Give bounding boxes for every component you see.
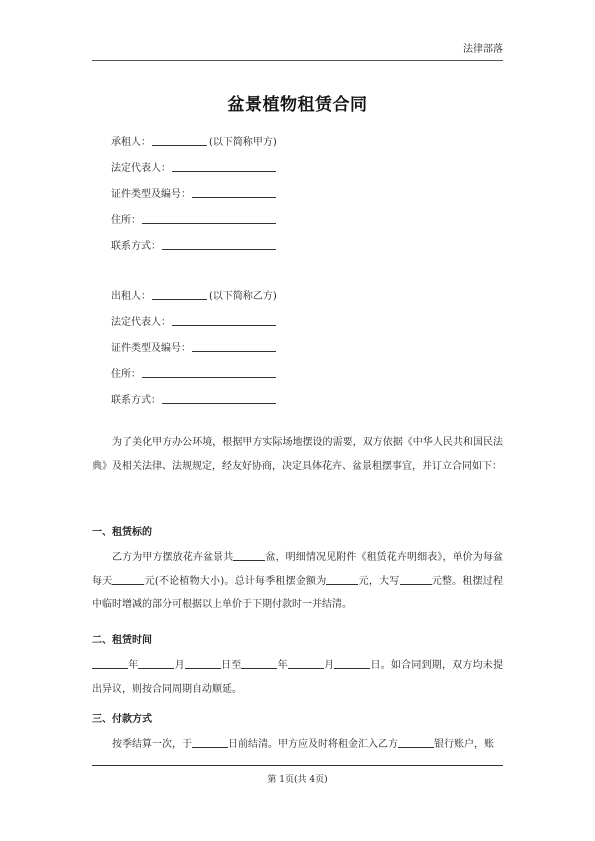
unit-price-blank[interactable] <box>112 572 144 585</box>
lessor-suffix: (以下简称乙方) <box>209 291 277 302</box>
section-1-text-5: 元整。租摆过程中临时增减的部分可根据以上单价于下期付款时一并结清。 <box>92 575 504 610</box>
lessor-blank[interactable] <box>152 287 207 300</box>
day-to-label: 日至 <box>220 660 242 671</box>
start-year-blank[interactable] <box>92 656 128 669</box>
section-1-text-4: 元，大写 <box>358 575 400 587</box>
start-day-blank[interactable] <box>185 656 221 669</box>
legal-rep-blank[interactable] <box>172 313 276 326</box>
contact-blank[interactable] <box>162 237 276 250</box>
party-b-contact-row <box>111 391 277 417</box>
party-a-address-row <box>111 211 277 237</box>
section-3-heading: 三、付款方式 <box>92 714 152 725</box>
address-label: 住所： <box>111 369 141 380</box>
party-b-address-row <box>111 365 277 391</box>
section-3-paragraph <box>92 733 503 757</box>
address-label: 住所： <box>111 215 141 226</box>
legal-rep-label: 法定代表人： <box>111 317 171 328</box>
contact-label: 联系方式： <box>111 395 161 406</box>
section-1-text-2: 盆，明细情况见附件《租赁花卉明细表》，单价为每盆每天 <box>92 552 504 587</box>
lessee-suffix: (以下简称甲方) <box>209 137 277 148</box>
section-2-heading: 二、租赁时间 <box>92 635 152 646</box>
section-2-paragraph <box>92 654 503 701</box>
lessor-label: 出租人： <box>111 291 151 302</box>
section-1-heading: 一、租赁标的 <box>92 527 152 538</box>
document-title: 盆景植物租赁合同 <box>227 95 368 115</box>
party-a-legal-rep-row <box>111 159 277 185</box>
year-label: 年 <box>128 660 139 671</box>
lessee-row <box>111 133 277 159</box>
lessee-label: 承租人： <box>111 137 151 148</box>
bank-name-blank[interactable] <box>398 735 434 748</box>
party-a-id-row <box>111 185 277 211</box>
end-day-blank[interactable] <box>334 656 370 669</box>
party-a-contact-row <box>111 237 277 263</box>
contact-label: 联系方式： <box>111 241 161 252</box>
party-b-legal-rep-row <box>111 313 277 339</box>
contact-blank[interactable] <box>162 391 276 404</box>
month-label: 月 <box>174 660 185 671</box>
legal-rep-label: 法定代表人： <box>111 163 171 174</box>
section-1-text-3: 元(不论植物大小)。总计每季租摆金额为 <box>144 575 327 587</box>
address-blank[interactable] <box>142 211 276 224</box>
amount-in-words-blank[interactable] <box>400 572 432 585</box>
id-label: 证件类型及编号： <box>111 343 191 354</box>
header-divider <box>92 60 503 61</box>
quarter-amount-blank[interactable] <box>326 572 358 585</box>
party-a-block <box>111 133 277 263</box>
payment-day-blank[interactable] <box>192 735 228 748</box>
section-1-paragraph <box>92 546 503 617</box>
section-3-text-1: 按季结算一次，于 <box>112 739 192 750</box>
end-month-blank[interactable] <box>288 656 324 669</box>
section-3-text-3: 银行账户，账 <box>434 739 494 750</box>
id-blank[interactable] <box>192 185 276 198</box>
lessor-row <box>111 287 277 313</box>
section-3-text-2: 日前结清。甲方应及时将租金汇入乙方 <box>228 739 398 750</box>
section-2-text-end: 日。如合同到期，双方均未提出异议，则按合同周期自动顺延。 <box>92 660 504 695</box>
section-1-text-1: 乙方为甲方摆放花卉盆景共 <box>112 552 234 563</box>
address-blank[interactable] <box>142 365 276 378</box>
start-month-blank[interactable] <box>138 656 174 669</box>
year-label: 年 <box>277 660 288 671</box>
header-brand: 法律部落 <box>463 44 503 55</box>
id-blank[interactable] <box>192 339 276 352</box>
lessee-blank[interactable] <box>152 133 207 146</box>
id-label: 证件类型及编号： <box>111 189 191 200</box>
page-number: 第 1页(共 4页) <box>267 775 328 785</box>
legal-rep-blank[interactable] <box>172 159 276 172</box>
pot-count-blank[interactable] <box>233 548 265 561</box>
end-year-blank[interactable] <box>241 656 277 669</box>
party-b-id-row <box>111 339 277 365</box>
party-b-block <box>111 287 277 417</box>
footer-divider <box>92 765 503 766</box>
intro-paragraph: 为了美化甲方办公环境，根据甲方实际场地摆设的需要，双方依据《中华人民共和国民法典》及相关法律、法规规定，经友好协商，决定具体花卉、盆景租摆事宜，并订立合同如下： <box>92 437 503 472</box>
month-label: 月 <box>323 660 335 671</box>
